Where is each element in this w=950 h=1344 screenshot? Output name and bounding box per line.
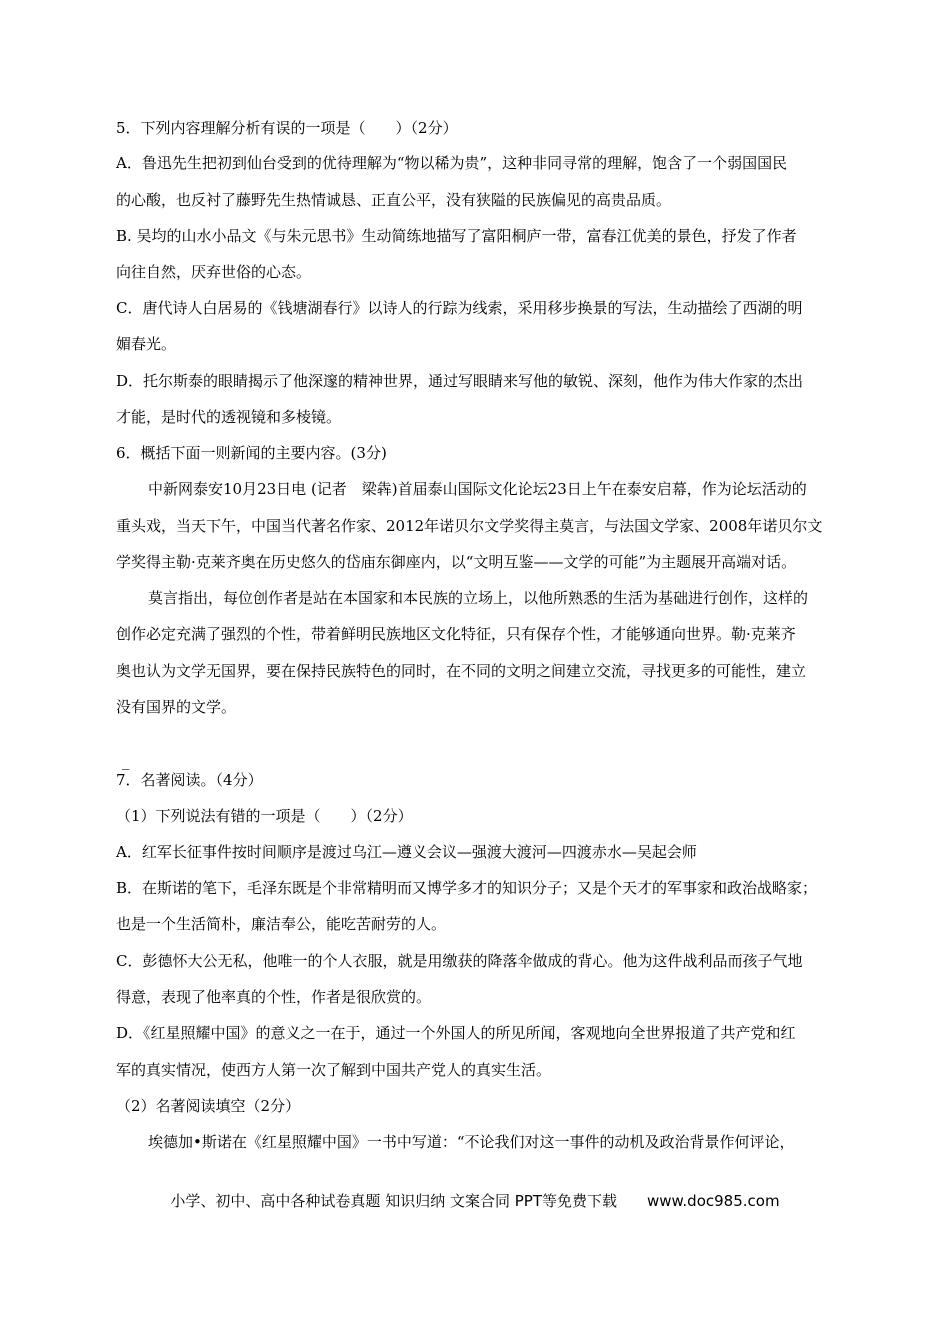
q5-option-a-line2: 的心酸，也反衬了藤野先生热情诚恳、正直公平，没有狭隘的民族偏见的高贵品质。 [116, 191, 672, 209]
q6-news-p1-line2: 重头戏，当天下午，中国当代著名作家、2012年诺贝尔文学奖得主莫言，与法国文学家、2008年诺贝尔文 [116, 517, 823, 535]
q6-news-p2-line2: 创作必定充满了强烈的个性，带着鲜明民族地区文化特征，只有保存个性，才能够通向世界。勒·克莱齐 [116, 625, 796, 643]
page-footer [0, 1190, 950, 1211]
q5-stem: 5．下列内容理解分析有误的一项是（ ）（2分） [116, 119, 458, 137]
q7-option-c-line1: C．彭德怀大公无私，他唯一的个人衣服，就是用缴获的降落伞做成的背心。他为这件战利品而孩子气地 [116, 952, 803, 970]
q5-option-d-line1: D．托尔斯泰的眼睛揭示了他深邃的精神世界，通过写眼睛来写他的敏锐、深刻，他作为伟大作家的杰出 [116, 372, 804, 390]
q5-option-a-line1: A．鲁迅先生把初到仙台受到的优待理解为“物以稀为贵”，这种非同寻常的理解，饱含了一个弱国国民 [116, 154, 788, 172]
q5-option-c-line2: 媚春光。 [116, 335, 177, 353]
q5-option-c-line1: C．唐代诗人白居易的《钱塘湖春行》以诗人的行踪为线索，采用移步换景的写法，生动描绘了西湖的明 [116, 299, 803, 317]
q6-news-p2-line4: 没有国界的文学。 [116, 698, 237, 716]
q7-option-c-line2: 得意，表现了他率真的个性，作者是很欣赏的。 [116, 988, 432, 1006]
q7-option-b-line1: B．在斯诺的笔下，毛泽东既是个非常精明而又博学多才的知识分子；又是个天才的军事家和政治战略家； [116, 879, 818, 897]
q6-stem: 6．概括下面一则新闻的主要内容。(3分) [116, 444, 387, 462]
q7-quote-line: 埃德加•斯诺在《红星照耀中国》一书中写道：“不论我们对这一事件的动机及政治背景作何评论， [148, 1133, 795, 1151]
q6-news-p2-line1: 莫言指出，每位创作者是站在本国家和本民族的立场上，以他所熟悉的生活为基础进行创作，这样的 [148, 589, 809, 607]
q7-option-a: A．红军长征事件按时间顺序是渡过乌江—遵义会议—强渡大渡河—四渡赤水—吴起会师 [116, 843, 697, 861]
q6-answer-blank: _ [122, 752, 130, 770]
q7-sub1-stem: （1）下列说法有错的一项是（ ）（2分） [116, 807, 413, 825]
q7-option-d-line1: D．《红星照耀中国》的意义之一在于，通过一个外国人的所见所闻，客观地向全世界报道了共产党和红 [116, 1024, 796, 1042]
q7-option-d-line2: 军的真实情况，使西方人第一次了解到中国共产党人的真实生活。 [116, 1061, 552, 1079]
q6-news-p2-line3: 奥也认为文学无国界，要在保持民族特色的同时，在不同的文明之间建立交流，寻找更多的可能性，建立 [116, 662, 807, 680]
q5-option-d-line2: 才能，是时代的透视镜和多棱镜。 [116, 408, 342, 426]
footer-text: 小学、初中、高中各种试卷真题 知识归纳 文案合同 PPT等免费下载 [170, 1192, 617, 1210]
q6-news-p1-line3: 学奖得主勒·克莱齐奥在历史悠久的岱庙东御座内，以“文明互鉴——文学的可能”为主题展开高端对话。 [116, 553, 797, 571]
q7-option-b-line2: 也是一个生活简朴，廉洁奉公，能吃苦耐劳的人。 [116, 915, 447, 933]
q7-stem: 7．名著阅读。（4分） [116, 771, 263, 789]
q5-option-b-line1: B. 吴均的山水小品文《与朱元思书》生动简练地描写了富阳桐庐一带，富春江优美的景色，抒发了作者 [116, 227, 797, 245]
q5-option-b-line2: 向往自然，厌弃世俗的心态。 [116, 263, 312, 281]
q7-sub2-stem: （2）名著阅读填空（2分） [116, 1097, 301, 1115]
q6-news-p1-line1: 中新网泰安10月23日电 (记者 梁犇)首届泰山国际文化论坛23日上午在泰安启幕，作为论坛活动的 [148, 480, 807, 498]
footer-url[interactable]: www.doc985.com [646, 1192, 780, 1210]
